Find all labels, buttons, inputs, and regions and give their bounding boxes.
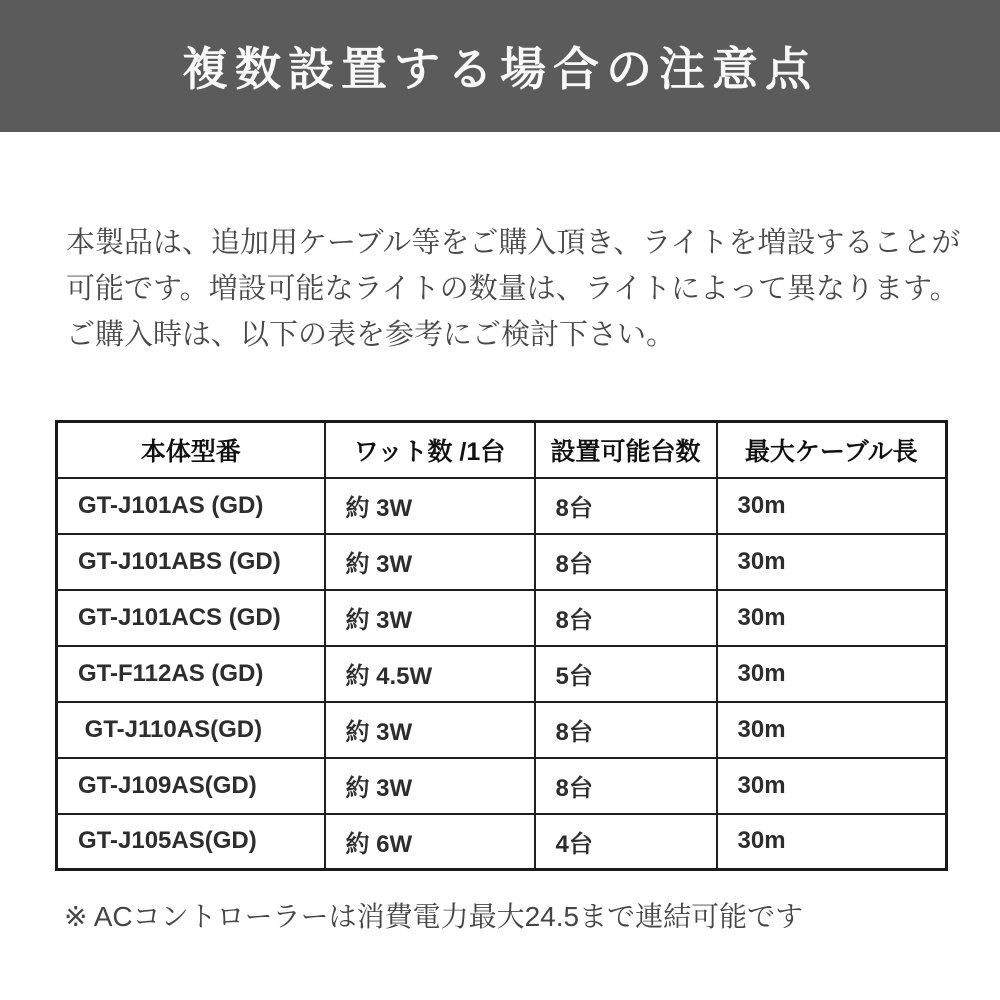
cell-model: GT-J105AS(GD) xyxy=(57,814,325,870)
cell-wattage: 約 4.5W xyxy=(325,646,535,702)
column-header-max-units: 設置可能台数 xyxy=(535,422,717,478)
spec-table xyxy=(55,420,948,871)
table-row xyxy=(57,758,947,814)
cell-model: GT-F112AS (GD) xyxy=(57,646,325,702)
cell-wattage: 約 3W xyxy=(325,758,535,814)
table-header-row xyxy=(57,422,947,478)
cell-model: GT-J101ABS (GD) xyxy=(57,534,325,590)
table-row xyxy=(57,534,947,590)
cell-wattage: 約 3W xyxy=(325,534,535,590)
intro-line-3: ご購入時は、以下の表を参考にご検討下さい。 xyxy=(66,319,676,351)
cell-wattage: 約 3W xyxy=(325,478,535,534)
cell-max-units: 8台 xyxy=(535,758,717,814)
intro-paragraph xyxy=(66,220,960,358)
cell-max-units: 8台 xyxy=(535,590,717,646)
footnote: ※ ACコントローラーは消費電力最大24.5まで連結可能です xyxy=(64,901,804,932)
cell-model: GT-J101ACS (GD) xyxy=(57,590,325,646)
cell-max-units: 8台 xyxy=(535,702,717,758)
table-row xyxy=(57,814,947,870)
cell-max-units: 4台 xyxy=(535,814,717,870)
column-header-wattage: ワット数 /1台 xyxy=(325,422,535,478)
header-banner xyxy=(0,0,1000,132)
cell-max-cable-length: 30m xyxy=(717,534,947,590)
cell-max-units: 8台 xyxy=(535,478,717,534)
cell-max-units: 5台 xyxy=(535,646,717,702)
intro-line-1: 本製品は、追加用ケーブル等をご購入頂き、ライトを増設することが xyxy=(66,227,961,259)
cell-max-cable-length: 30m xyxy=(717,814,947,870)
cell-max-cable-length: 30m xyxy=(717,702,947,758)
cell-max-cable-length: 30m xyxy=(717,758,947,814)
cell-max-cable-length: 30m xyxy=(717,646,947,702)
column-header-max-cable-length: 最大ケーブル長 xyxy=(717,422,947,478)
cell-model: GT-J110AS(GD) xyxy=(57,702,325,758)
cell-model: GT-J109AS(GD) xyxy=(57,758,325,814)
page-title: 複数設置する場合の注意点 xyxy=(182,43,818,95)
table-row xyxy=(57,702,947,758)
cell-wattage: 約 6W xyxy=(325,814,535,870)
table-row xyxy=(57,646,947,702)
intro-line-2: 可能です。増設可能なライトの数量は、ライトによって異なります。 xyxy=(66,273,959,305)
table-row xyxy=(57,478,947,534)
column-header-model: 本体型番 xyxy=(57,422,325,478)
cell-max-cable-length: 30m xyxy=(717,590,947,646)
cell-wattage: 約 3W xyxy=(325,590,535,646)
cell-max-cable-length: 30m xyxy=(717,478,947,534)
table-row xyxy=(57,590,947,646)
cell-max-units: 8台 xyxy=(535,534,717,590)
cell-model: GT-J101AS (GD) xyxy=(57,478,325,534)
cell-wattage: 約 3W xyxy=(325,702,535,758)
